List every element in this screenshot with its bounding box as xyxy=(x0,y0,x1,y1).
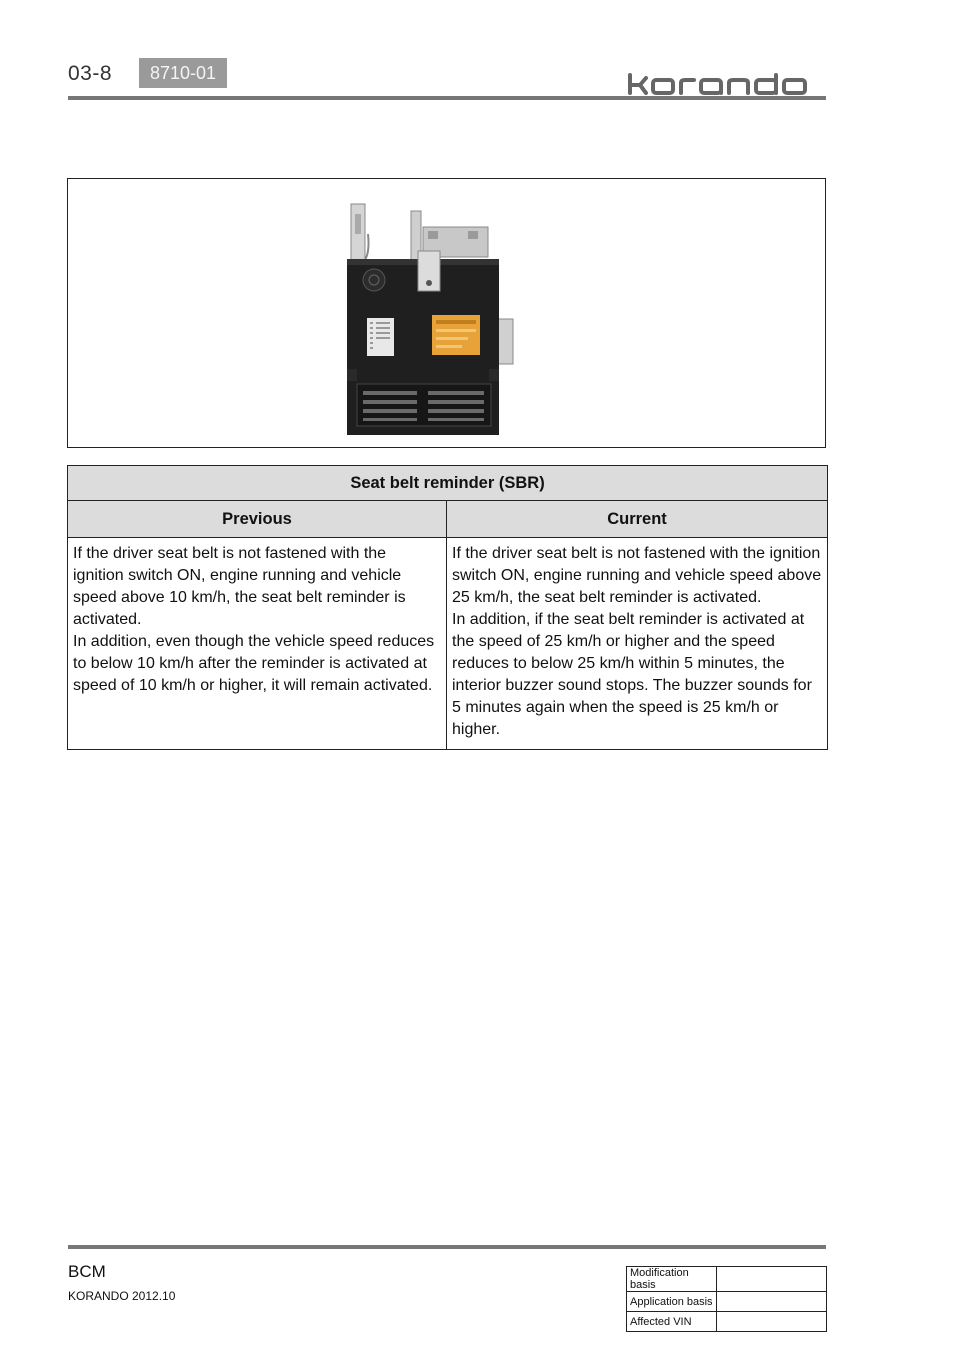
basis-label: Modification basis xyxy=(627,1267,717,1292)
footer-section-label: BCM xyxy=(68,1262,106,1281)
current-paragraph: In addition, if the seat belt reminder is activated at the speed of 25 km/h or higher and the speed reduces to below 25 km/h within 5 minutes, the interior buzzer sound stops. The buzzer sounds for 5 minutes again when the speed is 25 km/h or higher. xyxy=(452,611,812,738)
basis-row xyxy=(627,1267,827,1292)
basis-value xyxy=(717,1267,827,1292)
footer-document-label: KORANDO 2012.10 xyxy=(68,1289,176,1303)
revision-basis-table xyxy=(626,1266,827,1332)
table-title: Seat belt reminder (SBR) xyxy=(68,466,828,501)
basis-label: Application basis xyxy=(627,1292,717,1312)
basis-value xyxy=(717,1292,827,1312)
header-rule xyxy=(68,96,826,100)
column-header-current: Current xyxy=(447,501,828,538)
korando-logo xyxy=(626,72,826,96)
previous-paragraph: If the driver seat belt is not fastened with the ignition switch ON, engine running and vehicle speed above 10 km/h, the seat belt reminder is activated. xyxy=(73,545,406,628)
previous-paragraph: In addition, even though the vehicle speed reduces to below 10 km/h after the reminder is activated at speed of 10 km/h or higher, it will remain activated. xyxy=(73,633,435,694)
bcm-unit-image xyxy=(68,179,825,447)
basis-label: Affected VIN xyxy=(627,1312,717,1332)
previous-description-cell xyxy=(68,538,447,750)
figure-frame xyxy=(67,178,826,448)
basis-value xyxy=(717,1312,827,1332)
basis-row xyxy=(627,1292,827,1312)
seat-belt-reminder-table xyxy=(67,465,828,750)
section-code-badge: 8710-01 xyxy=(139,58,227,88)
current-description-cell xyxy=(447,538,828,750)
footer-rule xyxy=(68,1245,826,1249)
current-paragraph: If the driver seat belt is not fastened with the ignition switch ON, engine running and vehicle speed above 25 km/h, the seat belt reminder is activated. xyxy=(452,545,822,606)
basis-row xyxy=(627,1312,827,1332)
column-header-previous: Previous xyxy=(68,501,447,538)
page-number: 03-8 xyxy=(68,62,113,85)
